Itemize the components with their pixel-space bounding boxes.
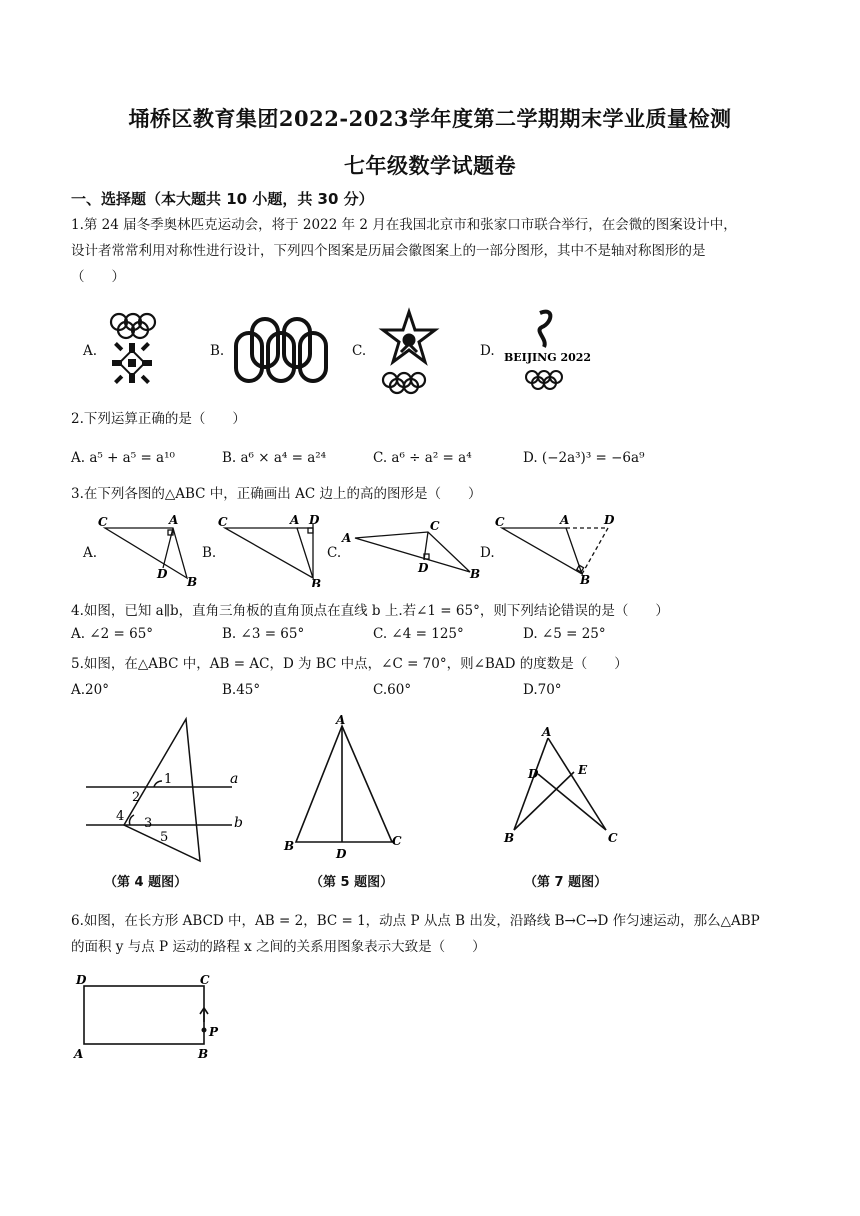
svg-text:D: D [604,513,615,527]
q5-option-a: A.20° [71,682,109,698]
q5-option-d: D.70° [523,682,562,698]
svg-text:E: E [578,763,588,777]
svg-text:C: C [218,515,228,529]
svg-text:A: A [542,725,552,739]
svg-text:A: A [336,713,346,727]
q3-option-b: B. [202,545,217,561]
q3-option-d: D. [480,545,495,561]
figure-6 [70,970,220,1062]
q1-option-d: D. [480,343,495,359]
question-6-line2: 的面积 y 与点 P 运动的路程 x 之间的关系用图象表示大致是（ ） [71,939,486,955]
q3-option-a: A. [83,545,98,561]
emblem-c-image [372,300,452,395]
q5-option-b: B.45° [222,682,261,698]
question-3-stem: 3.在下列各图的△ABC 中，正确画出 AC 边上的高的图形是（ ） [71,486,482,502]
figure-5 [280,712,410,862]
q4-option-c: C. ∠4 = 125° [373,626,464,642]
svg-text:C: C [495,515,505,529]
emblem-a-image [100,305,180,390]
q3-figure-c [340,520,480,580]
question-6-line1: 6.如图，在长方形 ABCD 中，AB = 2，BC = 1，动点 P 从点 B 出发，沿路线 B→C→D 作匀速运动，那么△ABP [71,913,760,929]
svg-text:D: D [76,973,87,987]
svg-text:5: 5 [160,830,169,845]
svg-text:C: C [200,973,210,987]
q1-option-c: C. [352,343,367,359]
svg-text:C: C [608,831,618,845]
svg-text:C: C [98,515,108,529]
question-2-stem: 2.下列运算正确的是（ ） [71,411,246,427]
q3-option-c: C. [327,545,342,561]
q3-figure-a [95,512,200,587]
q3-figure-b [215,512,330,587]
section-heading: 一、选择题（本大题共 10 小题，共 30 分） [71,190,374,208]
svg-text:C: C [430,520,440,533]
question-1 [71,212,801,290]
question-5-stem: 5.如图，在△ABC 中，AB = AC，D 为 BC 中点，∠C = 70°，则∠BAD 的度数是（ ） [71,656,628,672]
svg-text:D: D [157,567,168,581]
page-title: 埇桥区教育集团2022-2023学年度第二学期期末学业质量检测 [128,106,732,131]
svg-text:A: A [290,513,300,527]
q5-option-c: C.60° [373,682,412,698]
svg-text:B: B [198,1047,209,1061]
question-6 [71,908,801,960]
svg-text:P: P [209,1025,219,1039]
figure-4 [82,715,262,865]
q3-figure-d [492,512,622,587]
svg-text:C: C [392,834,402,848]
question-1-line1: 1.第 24 届冬季奥林匹克运动会，将于 2022 年 2 月在我国北京市和张家口市联合举行，在会微的图案设计中， [71,217,737,233]
svg-text:B: B [284,839,295,853]
question-1-line2: 设计者常常利用对称性进行设计，下列四个图案是历届会徽图案上的一部分图形，其中不是轴对称图形的是 [71,243,706,259]
figure-7 [500,724,630,854]
q4-option-d: D. ∠5 = 25° [523,626,606,642]
svg-text:B: B [504,831,515,845]
svg-text:2: 2 [132,790,141,805]
page-subtitle: 七年级数学试题卷 [344,153,516,178]
svg-text:B: B [470,567,480,580]
svg-text:1: 1 [164,772,173,787]
q4-option-b: B. ∠3 = 65° [222,626,305,642]
q1-option-b: B. [210,343,225,359]
svg-text:B: B [580,573,591,587]
q2-option-b: B. a⁶ × a⁴ = a²⁴ [222,450,327,466]
question-4-stem: 4.如图，已知 a∥b，直角三角板的直角顶点在直线 b 上.若∠1 = 65°，则下列结论错误的是（ ） [71,603,669,619]
svg-text:B: B [311,577,322,587]
svg-text:4: 4 [116,809,125,824]
svg-text:b: b [234,815,243,831]
question-1-line3: （ ） [71,269,125,285]
q2-option-c: C. a⁶ ÷ a² = a⁴ [373,450,472,466]
figure-5-caption: （第 5 题图） [310,875,394,890]
svg-text:3: 3 [144,816,153,831]
svg-text:A: A [560,513,570,527]
q4-option-a: A. ∠2 = 65° [71,626,154,642]
figure-4-caption: （第 4 题图） [104,875,188,890]
q2-option-a: A. a⁵ + a⁵ = a¹⁰ [71,450,175,466]
emblem-d-text: BEIJING 2022 [504,351,592,364]
q2-option-d: D. (−2a³)³ = −6a⁹ [523,450,645,466]
svg-text:D: D [418,561,429,575]
svg-text:D: D [309,513,320,527]
q1-option-a: A. [83,343,98,359]
figure-7-caption: （第 7 题图） [524,875,608,890]
svg-text:B: B [187,575,198,587]
svg-text:A: A [74,1047,84,1061]
svg-text:D: D [336,847,347,861]
emblem-b-image [232,313,332,388]
svg-text:A: A [342,531,352,545]
emblem-d-image [500,305,600,395]
svg-text:A: A [169,513,179,527]
svg-text:a: a [230,771,239,787]
svg-text:D: D [528,767,539,781]
